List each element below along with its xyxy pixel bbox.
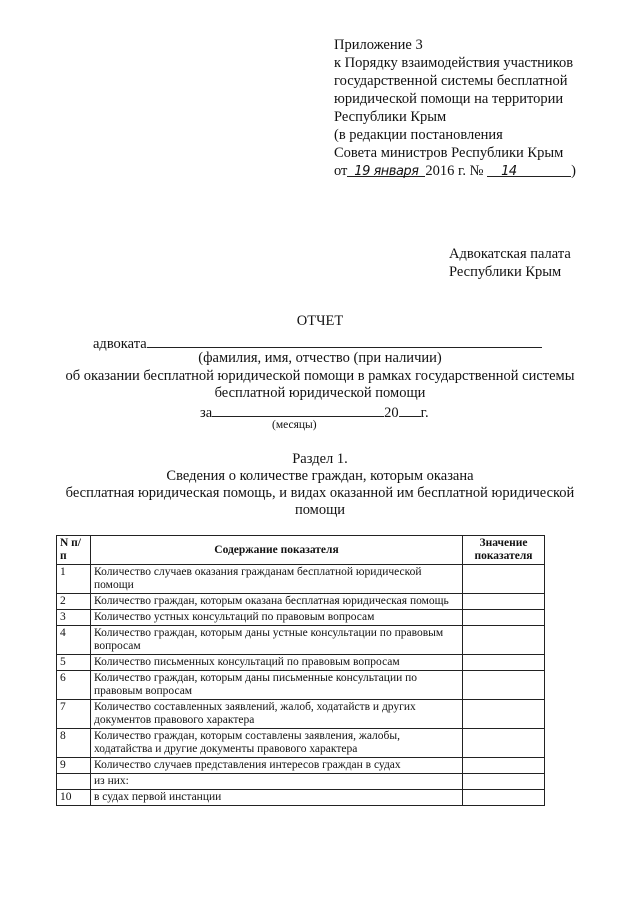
row-content: Количество граждан, которым даны устные консультации по правовым вопросам — [91, 626, 463, 655]
row-value-cell — [463, 774, 545, 790]
appendix-line: к Порядку взаимодействия участников — [334, 55, 574, 71]
row-value-cell — [463, 565, 545, 594]
row-content: Количество граждан, которым даны письменные консультации по правовым вопросам — [91, 671, 463, 700]
row-num: 9 — [57, 758, 91, 774]
table-header-row — [57, 536, 545, 565]
row-content: Количество случаев представления интересов граждан в судах — [91, 758, 463, 774]
header-num: N п/п — [57, 536, 91, 565]
period-year: 20 — [384, 405, 399, 421]
table-row — [57, 758, 545, 774]
row-content: Количество составленных заявлений, жалоб, ходатайств и других документов правового характера — [91, 700, 463, 729]
handwritten-date: 19 января — [347, 162, 425, 177]
row-num: 3 — [57, 610, 91, 626]
table-row — [57, 700, 545, 729]
addressee-line: Республики Крым — [449, 264, 562, 280]
row-value-cell — [463, 700, 545, 729]
period-hint: (месяцы) — [272, 419, 317, 431]
row-num: 10 — [57, 790, 91, 806]
date-prefix: от — [334, 163, 348, 179]
date-year: 2016 г. № — [425, 163, 484, 179]
table-row — [57, 610, 545, 626]
row-num: 5 — [57, 655, 91, 671]
table-row — [57, 655, 545, 671]
period-months-field — [212, 402, 384, 417]
indicators-table — [56, 535, 545, 806]
appendix-line: государственной системы бесплатной — [334, 73, 568, 89]
row-content: Количество граждан, которым оказана бесплатная юридическая помощь — [91, 594, 463, 610]
report-title: ОТЧЕТ — [296, 313, 344, 329]
date-suffix: ) — [571, 163, 576, 179]
row-content: Количество устных консультаций по правовым вопросам — [91, 610, 463, 626]
subject-line: бесплатной юридической помощи — [214, 385, 426, 401]
period-suffix: г. — [420, 405, 429, 421]
addressee-block — [449, 245, 571, 281]
row-num: 7 — [57, 700, 91, 729]
table-row — [57, 671, 545, 700]
row-content: из них: — [91, 774, 463, 790]
appendix-line: Приложение 3 — [334, 37, 423, 53]
row-num: 1 — [57, 565, 91, 594]
appendix-line: (в редакции постановления — [334, 127, 503, 143]
row-num: 4 — [57, 626, 91, 655]
row-value-cell — [463, 729, 545, 758]
section-line: Сведения о количестве граждан, которым оказана — [166, 468, 474, 484]
row-num: 6 — [57, 671, 91, 700]
lawyer-label: адвоката — [93, 336, 147, 352]
row-value-cell — [463, 758, 545, 774]
addressee-line: Адвокатская палата — [449, 246, 571, 262]
subject-line: об оказании бесплатной юридической помощи в рамках государственной системы — [65, 368, 575, 384]
lawyer-hint: (фамилия, имя, отчество (при наличии) — [198, 350, 442, 366]
section-line: помощи — [294, 502, 346, 518]
section-title: Раздел 1. — [292, 451, 348, 467]
row-value-cell — [463, 655, 545, 671]
appendix-block — [334, 36, 634, 180]
row-content: Количество граждан, которым составлены заявления, жалобы, ходатайства и другие документы правового характера — [91, 729, 463, 758]
handwritten-number: 14 — [487, 162, 571, 177]
row-content: Количество письменных консультаций по правовым вопросам — [91, 655, 463, 671]
lawyer-name-field — [147, 333, 542, 348]
row-value-cell — [463, 671, 545, 700]
header-content: Содержание показателя — [91, 536, 463, 565]
table-row — [57, 729, 545, 758]
section-line: бесплатная юридическая помощь, и видах оказанной им бесплатной юридической — [65, 485, 575, 501]
table-row — [57, 594, 545, 610]
row-num: 8 — [57, 729, 91, 758]
row-num — [57, 774, 91, 790]
period-year-field — [399, 402, 421, 417]
header-value: Значение показателя — [463, 536, 545, 565]
row-value-cell — [463, 610, 545, 626]
appendix-date-line — [334, 162, 634, 180]
table-row — [57, 565, 545, 594]
row-content: Количество случаев оказания гражданам бесплатной юридической помощи — [91, 565, 463, 594]
period-prefix: за — [200, 405, 213, 421]
table-row — [57, 774, 545, 790]
row-num: 2 — [57, 594, 91, 610]
table-row — [57, 790, 545, 806]
appendix-line: Совета министров Республики Крым — [334, 145, 564, 161]
table-row — [57, 626, 545, 655]
row-content: в судах первой инстанции — [91, 790, 463, 806]
row-value-cell — [463, 594, 545, 610]
appendix-line: юридической помощи на территории — [334, 91, 564, 107]
row-value-cell — [463, 790, 545, 806]
row-value-cell — [463, 626, 545, 655]
appendix-line: Республики Крым — [334, 109, 447, 125]
